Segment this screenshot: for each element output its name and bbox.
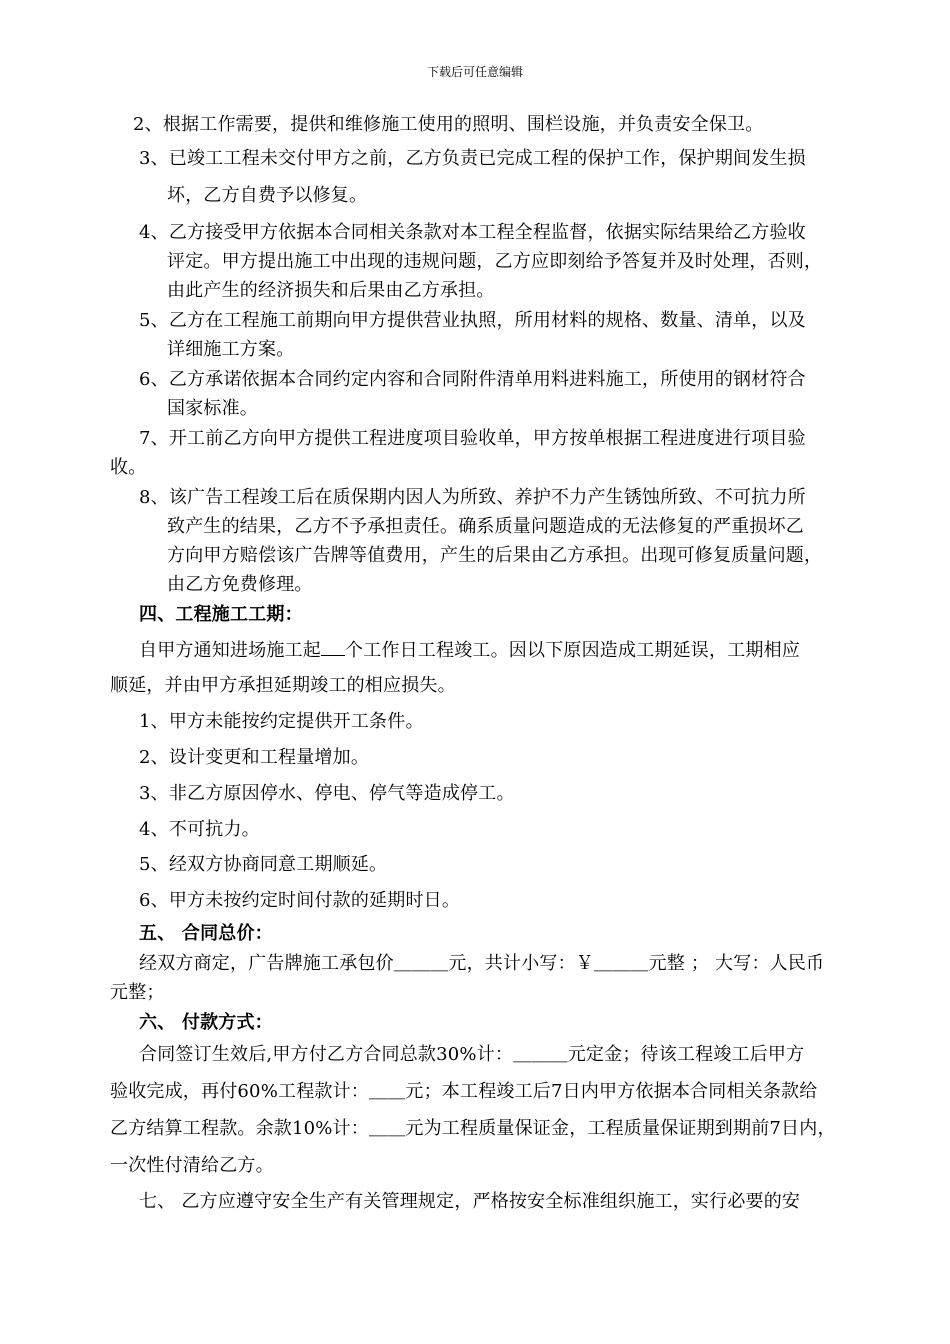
text-line: 2、设计变更和工程量增加。 <box>139 747 370 768</box>
text-line: 5、经双方协商同意工期顺延。 <box>139 854 388 875</box>
text-line: 2、根据工作需要，提供和维修施工使用的照明、围栏设施，并负责安全保卫。 <box>133 114 764 135</box>
text-line: 4、乙方接受甲方依据本合同相关条款对本工程全程监督，依据实际结果给乙方验收 <box>139 222 806 243</box>
page-header: 下载后可任意编辑 <box>426 65 523 79</box>
section-heading: 四、工程施工工期： <box>139 604 303 625</box>
text-line: 4、不可抗力。 <box>139 819 260 840</box>
text-line: 顺延，并由甲方承担延期竣工的相应损失。 <box>110 675 456 696</box>
text-line: 3、已竣工工程未交付甲方之前，乙方负责已完成工程的保护工作，保护期间发生损 <box>139 148 806 169</box>
text-line: 乙方结算工程款。余款10%计：＿＿元为工程质量保证金，工程质量保证期到期前7日内， <box>110 1118 836 1139</box>
fill-in-blank <box>321 637 345 656</box>
text-line: 经双方商定，广告牌施工承包价＿＿＿元，共计小写：￥＿＿＿元整 ； 大写：人民币 <box>139 953 825 974</box>
text-line: 验收完成，再付60%工程款计：＿＿元；本工程竣工后7日内甲方依据本合同相关条款给 <box>110 1081 818 1102</box>
text-line: 由乙方免费修理。 <box>167 574 313 595</box>
text-line: 七、 乙方应遵守安全生产有关管理规定，严格按安全标准组织施工，实行必要的安 <box>139 1191 801 1212</box>
section-heading: 六、 付款方式： <box>139 1012 273 1033</box>
text-segment: 自甲方通知进场施工起 <box>139 640 321 661</box>
text-line: 国家标准。 <box>167 398 258 419</box>
text-line: 详细施工方案。 <box>167 339 295 360</box>
text-line: 8、该广告工程竣工后在质保期内因人为所致、养护不力产生锈蚀所致、不可抗力所 <box>139 487 806 508</box>
text-line: 评定。甲方提出施工中出现的违规问题，乙方应即刻给予答复并及时处理，否则， <box>167 251 823 272</box>
text-line: 7、开工前乙方向甲方提供工程进度项目验收单，甲方按单根据工程进度进行项目验 <box>139 428 806 449</box>
text-line: 致产生的结果，乙方不予承担责任。确系质量问题造成的无法修复的严重损坏乙 <box>167 516 804 537</box>
text-line: 6、甲方未按约定时间付款的延期时日。 <box>139 890 461 911</box>
text-line: 由此产生的经济损失和后果由乙方承担。 <box>167 280 495 301</box>
text-line: 5、乙方在工程施工前期向甲方提供营业执照，所用材料的规格、数量、清单，以及 <box>139 310 806 331</box>
text-line: 一次性付清给乙方。 <box>110 1155 274 1176</box>
text-line: 坏，乙方自费予以修复。 <box>167 185 368 206</box>
section-heading: 五、 合同总价： <box>139 923 273 944</box>
text-line: 方向甲方赔偿该广告牌等值费用，产生的后果由乙方承担。出现可修复质量问题， <box>167 545 823 566</box>
text-line: 合同签订生效后,甲方付乙方合同总款30%计：＿＿＿元定金；待该工程竣工后甲方 <box>139 1044 805 1065</box>
text-line: 6、乙方承诺依据本合同约定内容和合同附件清单用料进料施工，所使用的钢材符合 <box>139 369 806 390</box>
text-line: 收。 <box>110 457 147 478</box>
text-line: 3、非乙方原因停水、停电、停气等造成停工。 <box>139 783 515 804</box>
text-line: 1、甲方未能按约定提供开工条件。 <box>139 711 424 732</box>
text-segment: 个工作日工程竣工。因以下原因造成工期延误，工期相应 <box>345 640 800 661</box>
text-line <box>139 637 800 663</box>
text-line: 元整； <box>110 982 165 1003</box>
